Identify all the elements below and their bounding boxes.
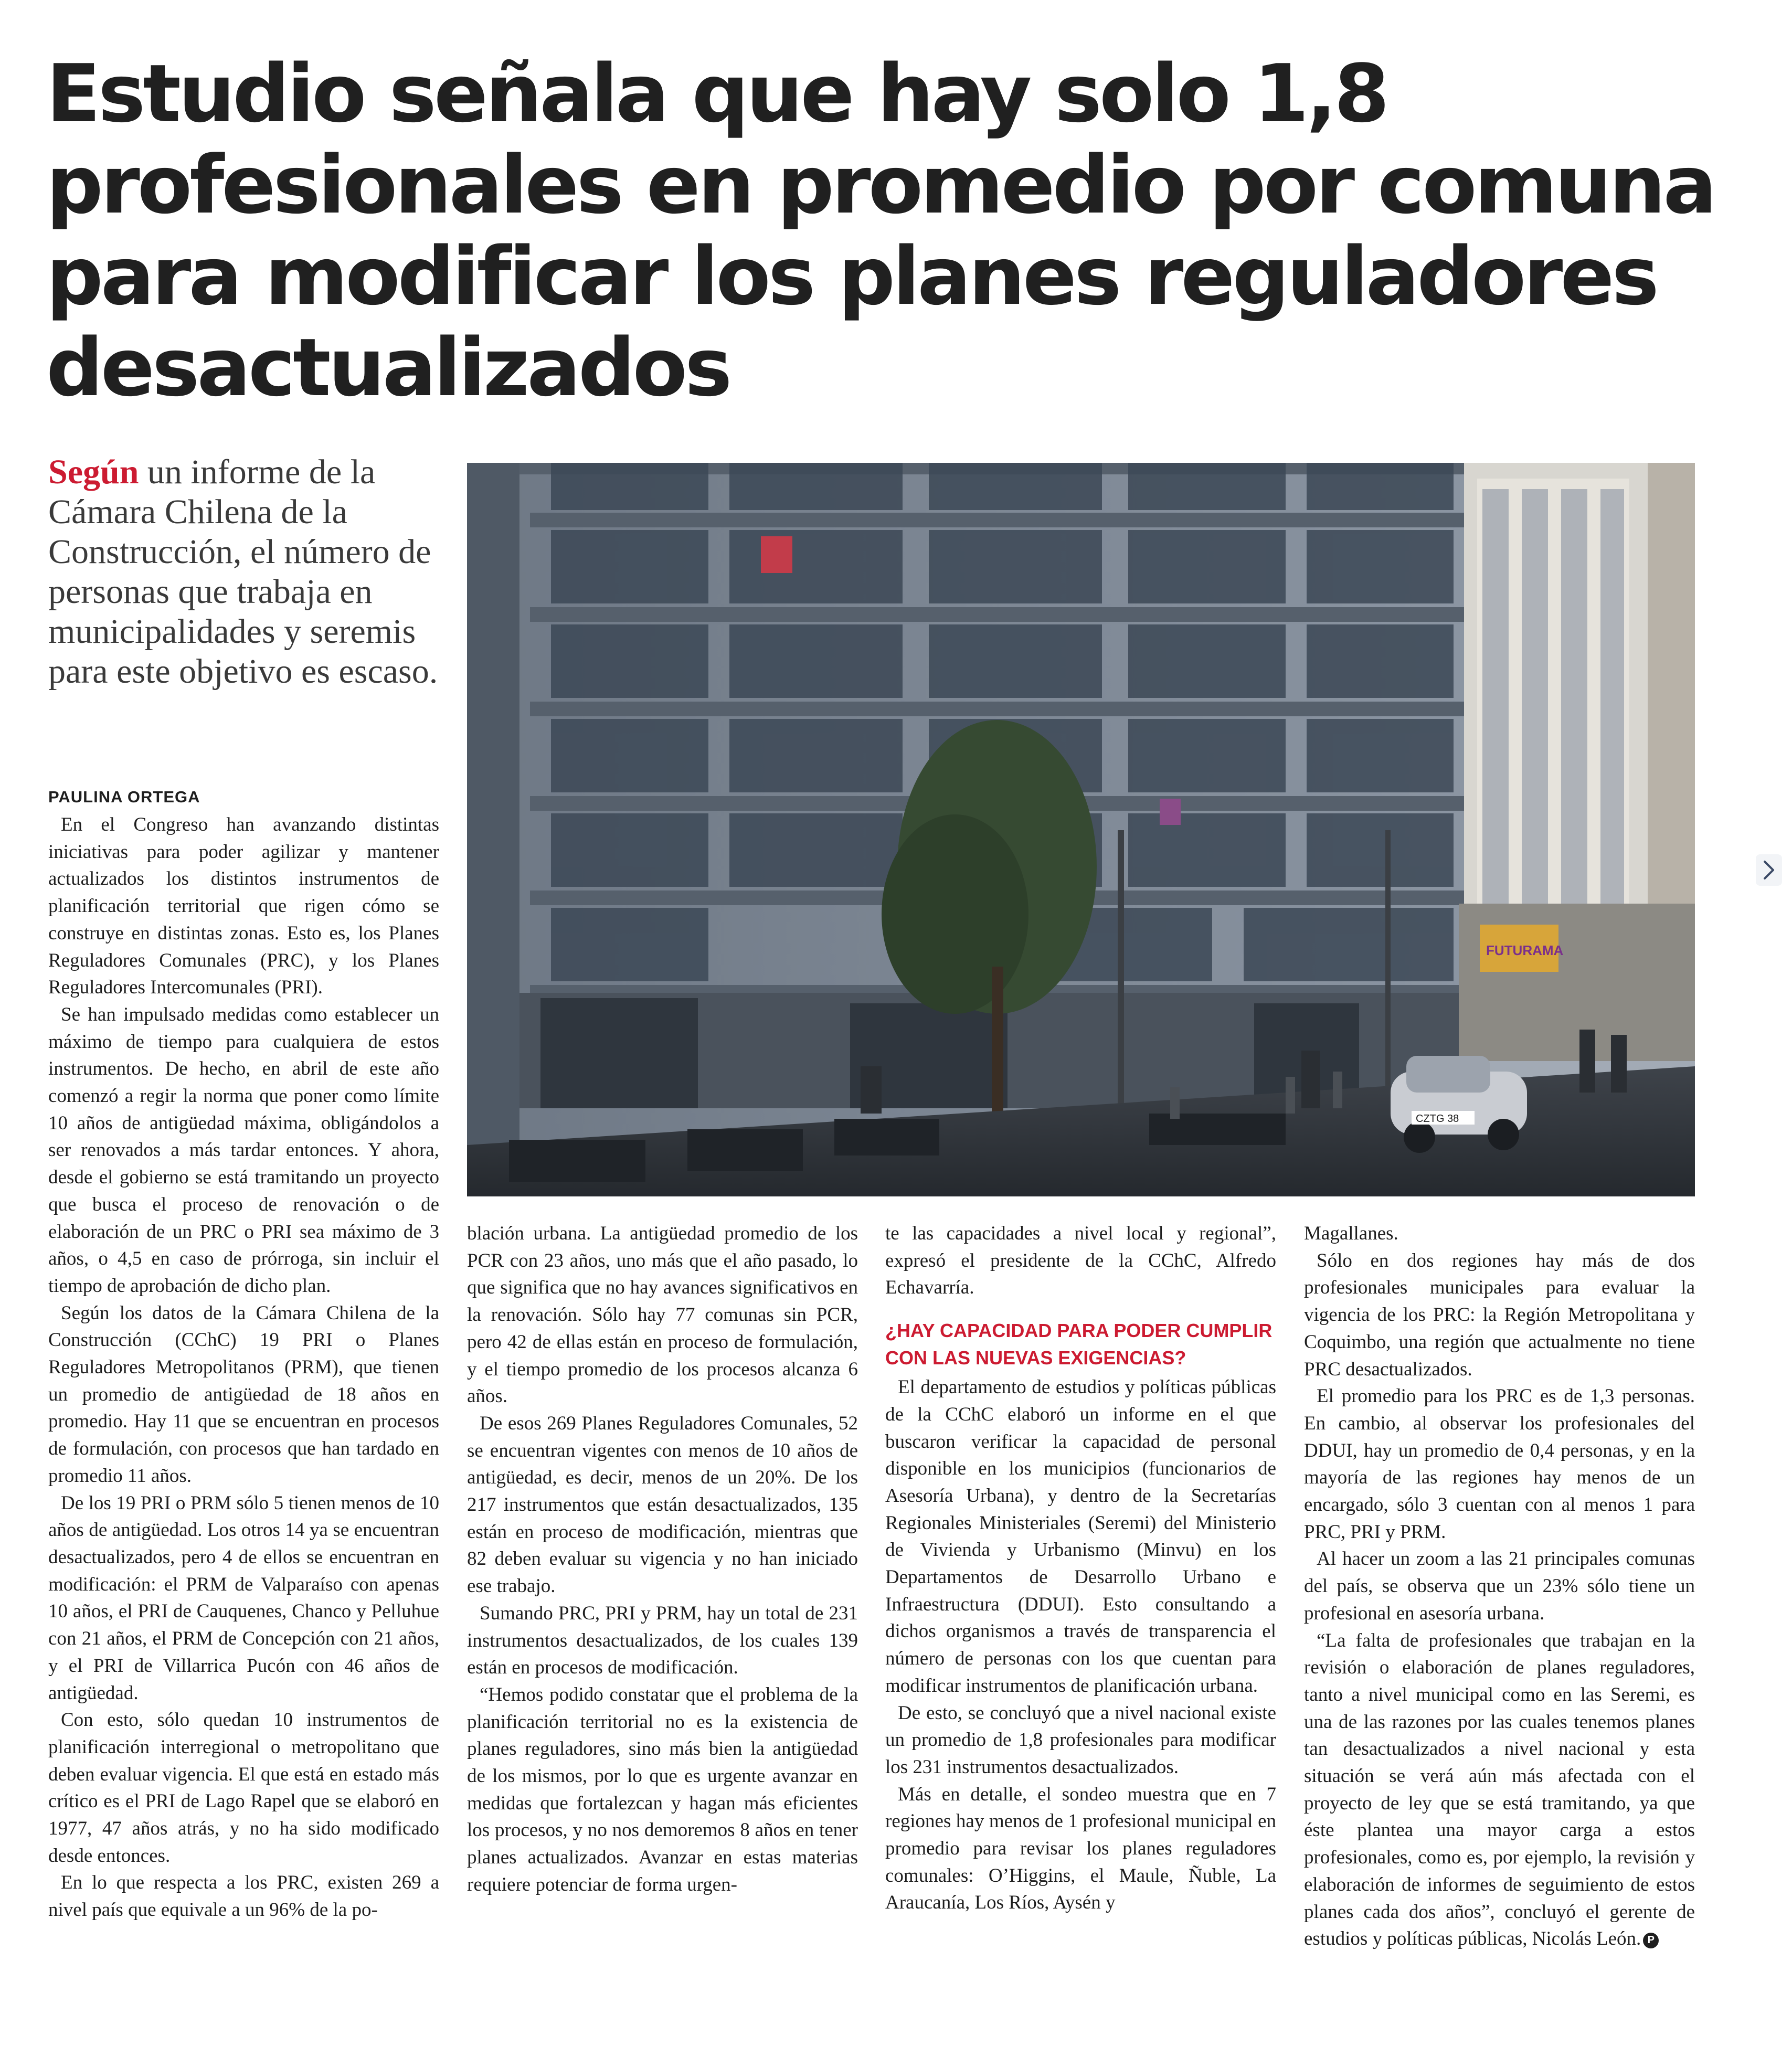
paragraph: De los 19 PRI o PRM sólo 5 tienen menos de 10 años de antigüedad. Los otros 14 ya se encuentran desactualizados, pero 4 de ellos se encuentran en modificación: el PRM de Valparaíso con apenas 10 años, el PRI de Cauquenes, Chanco y Pelluhue con 21 años, el PRM de Concepción con 21 años, y el PRI de Villarrica Pucón con 46 años de antigüedad. (48, 1492, 439, 1704)
paragraph: El promedio para los PRC es de 1,3 personas. En cambio, al observar los profesionales del DDUI, hay un promedio de 0,4 personas, y en la mayoría de las regiones hay menos de un encargado, sólo 3 cuentan con al menos 1 para PRC, PRI y PRM. (1304, 1385, 1695, 1543)
headline (46, 48, 1715, 414)
headline-line: para modificar los planes reguladores (46, 230, 1657, 323)
paragraph-text: “La falta de profesionales que trabajan en la revisión o elaboración de planes reguladores, tanto a nivel municipal como en las Seremi, es una de las razones por las cuales tenemos planes tan desactualizados a nivel nacional y esta situación se verá aún más afectada con el proyecto de ley que se está tramitando, ya que éste plantea una mayor carga a estos profesionales, como es, por ejemplo, la revisión y elaboración de informes de seguimiento de estos planes cada dos años”, concluyó el gerente de estudios y políticas públicas, Nicolás León. (1304, 1629, 1695, 1950)
paragraph: blación urbana. La antigüedad promedio de los PCR con 23 años, uno más que el año pasado, lo que significa que no hay avances significativos en la renovación. Sólo hay 77 comunas sin PCR, pero 42 de ellas están en proceso de formulación, y el tiempo promedio de los procesos alcanza 6 años. (467, 1223, 858, 1407)
paragraph: “Hemos podido constatar que el problema de la planificación territorial no es la existencia de planes reguladores, sino más bien la antigüedad de los mismos, por lo que es urgente avanzar en medidas que fortalezcan y hagan más eficientes los procesos, y no nos demoremos 8 años en tener planes actualizados. Avanzar en estas materias requiere potenciar de forma urgen- (467, 1683, 858, 1895)
last-paragraph (1304, 1627, 1695, 1953)
lead-paragraph (48, 452, 447, 692)
paragraph: En el Congreso han avanzando distintas iniciativas para poder agilizar y mantener actualizados los distintos instrumentos de planificación territorial que rigen cómo se construye en distintas zonas. Esto es, los Planes Reguladores Comunales (PRC), y los Planes Reguladores Intercomunales (PRI). (48, 814, 439, 999)
headline-line: profesionales en promedio por comuna (46, 139, 1714, 231)
paragraph: El departamento de estudios y políticas públicas de la CChC elaboró un informe en el que buscaron verificar la capacidad de personal disponible en los municipios (funcionarios de Asesoría Urbana), y dentro de la Secretarías Regionales Ministeriales (Seremi) del Ministerio de Vivienda y Urbanismo (Minvu) en los Departamentos de Desarrollo Urbano e Infraestructura (DDUI). Esto consultando a dichos organismos a través de transparencia el número de personas con los que cuentan para modificar instrumentos de planificación urbana. (885, 1376, 1276, 1697)
article-column-1 (48, 786, 439, 1924)
chevron-right-icon (1762, 860, 1776, 881)
paragraph: De esos 269 Planes Reguladores Comunales, 52 se encuentran vigentes con menos de 10 años de antigüedad, es decir, menos de un 20%. De los 217 instrumentos que están desactualizados, 135 están en proceso de modificación, mientras que 82 deben evaluar su vigencia y no han iniciado ese trabajo. (467, 1412, 858, 1597)
storefront-sign: FUTURAMA (1486, 942, 1564, 958)
headline-line: Estudio señala que hay solo 1,8 (46, 47, 1387, 140)
paragraph: Se han impulsado medidas como establecer un máximo de tiempo para cualquiera de estos instrumentos. De hecho, en abril de este año comenzó a regir la norma que poner como límite 10 años de antigüedad máxima, obligándolos a ser renovados a más tardar entonces. Y ahora, desde el gobierno se está tramitando un proyecto que busca el proceso de renovación o de elaboración de un PRC o PRI sea máximo de 3 años, o 4,5 en caso de prórroga, sin incluir el tiempo de aprobación de dicho plan. (48, 1003, 439, 1297)
paragraph: Magallanes. (1304, 1223, 1398, 1244)
paragraph: Al hacer un zoom a las 21 principales comunas del país, se observa que un 23% sólo tiene un profesional en asesoría urbana. (1304, 1548, 1695, 1624)
article-column-4 (1304, 1220, 1695, 1953)
paragraph: te las capacidades a nivel local y regional”, expresó el presidente de la CChC, Alfredo Echavarría. (885, 1223, 1276, 1299)
lead-kicker: Según (48, 453, 139, 491)
lead-text: un informe de la Cámara Chilena de la Construcción, el número de personas que trabaja en municipalidades y seremis para este objetivo es escaso. (48, 453, 438, 691)
building-street-photo (467, 463, 1695, 1196)
paragraph: Según los datos de la Cámara Chilena de la Construcción (CChC) 19 PRI o Planes Reguladores Metropolitanos (PRM), que tienen un promedio de antigüedad de 18 años en promedio. Hay 11 que se encuentran en procesos de formulación, con procesos que han tardado en promedio 11 años. (48, 1302, 439, 1487)
paragraph: Más en detalle, el sondeo muestra que en 7 regiones hay menos de 1 profesional municipal en promedio para revisar los planes reguladores comunales: O’Higgins, el Maule, Ñuble, La Araucanía, Los Ríos, Aysén y (885, 1783, 1276, 1914)
byline: PAULINA ORTEGA (48, 788, 200, 806)
article-column-3 (885, 1220, 1276, 1916)
article-photo (467, 463, 1695, 1196)
paragraph: Sólo en dos regiones hay más de dos profesionales municipales para evaluar la vigencia de los PRC: la Región Metropolitana y Coquimbo, una región que actualmente no tiene PRC desactualizados. (1304, 1249, 1695, 1380)
article-column-2 (467, 1220, 858, 1899)
paragraph: De esto, se concluyó que a nivel nacional existe un promedio de 1,8 profesionales para modificar los 231 instrumentos desactualizados. (885, 1702, 1276, 1778)
paragraph: Sumando PRC, PRI y PRM, hay un total de 231 instrumentos desactualizados, de los cuales 139 están en procesos de modificación. (467, 1602, 858, 1679)
end-of-article-icon: P (1643, 1933, 1659, 1948)
next-page-button[interactable] (1756, 854, 1782, 886)
license-plate: CZTG 38 (1416, 1113, 1459, 1125)
section-subhead: ¿HAY CAPACIDAD PARA PODER CUMPLIR CON LAS NUEVAS EXIGENCIAS? (885, 1320, 1273, 1369)
headline-line: desactualizados (46, 321, 730, 414)
paragraph: En lo que respecta a los PRC, existen 269 a nivel país que equivale a un 96% de la po- (48, 1872, 439, 1921)
paragraph: Con esto, sólo quedan 10 instrumentos de planificación interregional o metropolitano que deben evaluar vigencia. El que está en estado más crítico es el PRI de Lago Rapel que se elaboró en 1977, 47 años atrás, y no ha sido modificado desde entonces. (48, 1709, 439, 1867)
